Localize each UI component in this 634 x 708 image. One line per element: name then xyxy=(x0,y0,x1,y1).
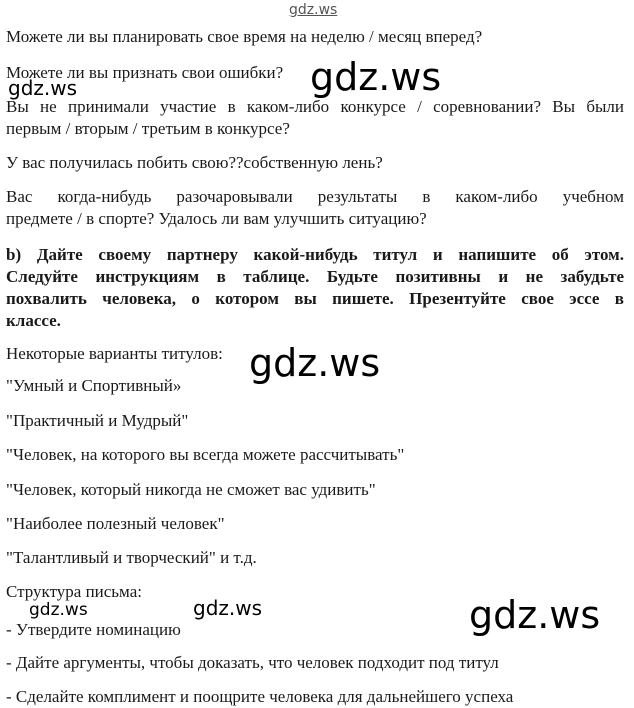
title-option: "Человек, который никогда не сможет вас удивить" xyxy=(6,480,376,499)
question-line: Вы не принимали участие в каком-либо конкурсе / соревновании? Вы были xyxy=(6,97,624,116)
question-line: Вас когда-нибудь разочаровывали результаты в каком-либо учебном xyxy=(6,187,624,206)
question-line: У вас получилась побить свою??собственную лень? xyxy=(6,153,383,172)
task-line: b) Дайте своему партнеру какой-нибудь титул и напишите об этом. xyxy=(6,245,624,264)
watermark-label: gdz.ws xyxy=(8,76,78,100)
watermark-label: gdz.ws xyxy=(469,593,601,637)
title-option: "Практичный и Мудрый" xyxy=(6,411,189,430)
title-option: "Человек, на которого вы всегда можете рассчитывать" xyxy=(6,445,405,464)
watermark-label: gdz.ws xyxy=(249,341,381,385)
structure-heading: Структура письма: xyxy=(6,582,142,601)
structure-item: - Сделайте комплимент и поощрите человека для дальнейшего успеха xyxy=(6,687,514,706)
titles-intro: Некоторые варианты титулов: xyxy=(6,344,223,363)
question-line: Можете ли вы признать свои ошибки? xyxy=(6,63,284,82)
task-line: классе. xyxy=(6,311,61,330)
question-line: предмете / в спорте? Удалось ли вам улучшить ситуацию? xyxy=(6,209,427,228)
question-line: первым / вторым / третьим в конкурсе? xyxy=(6,119,290,138)
watermark-label: gdz.ws xyxy=(193,596,263,620)
title-option: "Наиболее полезный человек" xyxy=(6,514,225,533)
structure-item: - Дайте аргументы, чтобы доказать, что человек подходит под титул xyxy=(6,653,499,672)
title-option: "Умный и Спортивный» xyxy=(6,376,182,395)
question-line: Можете ли вы планировать свое время на неделю / месяц вперед? xyxy=(6,27,483,46)
watermark-label: gdz.ws xyxy=(310,55,442,99)
watermark-top: gdz.ws xyxy=(289,2,338,18)
watermark-label: gdz.ws xyxy=(29,600,88,620)
title-option: "Талантливый и творческий" и т.д. xyxy=(6,548,257,567)
structure-item: - Утвердите номинацию xyxy=(6,620,181,639)
task-line: Следуйте инструкциям в таблице. Будьте позитивны и не забудьте xyxy=(6,267,624,286)
task-line: похвалить человека, о котором вы пишете. Презентуйте свое эссе в xyxy=(6,289,624,308)
